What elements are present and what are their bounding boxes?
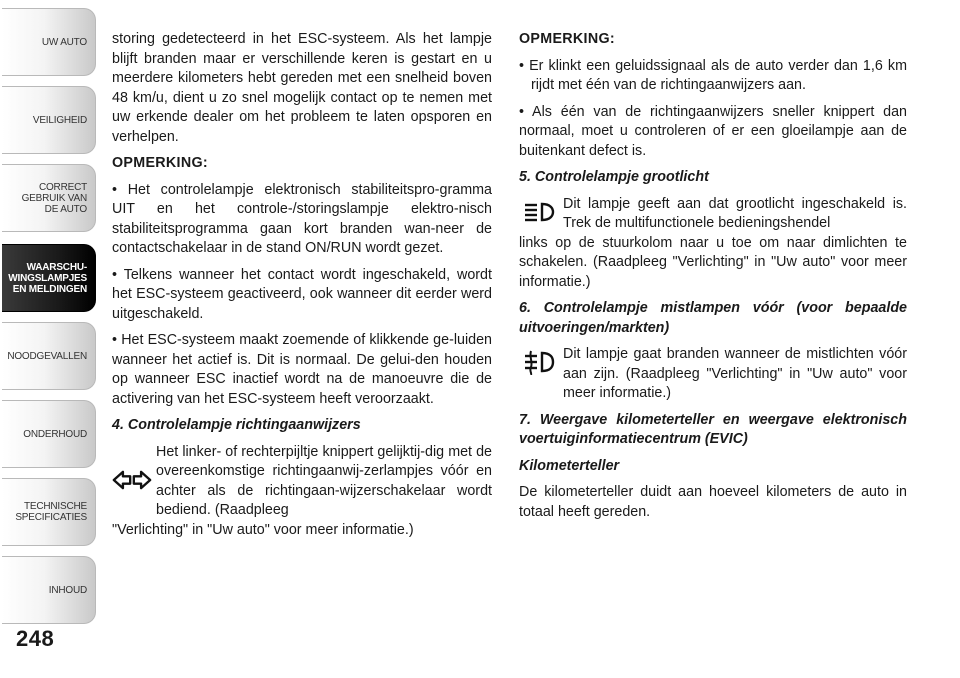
note-heading: OPMERKING: xyxy=(519,31,615,47)
tab-inhoud[interactable] xyxy=(2,556,96,624)
note-bullet: • Het ESC-systeem maakt zoemende of klikkende ge-luiden wanneer het actief is. Dit is normaal. De gelui-den houden op wanneer ESC inactief wordt na de manoeuvre die de activering van het ESC-systeem heeft veroorzaakt. xyxy=(112,332,492,407)
section-text: "Verlichting" in "Uw auto" voor meer informatie.) xyxy=(112,521,414,538)
note-bullet: • Het controlelampje elektronisch stabiliteitspro-gramma UIT en het controle-/storingslampje elektro-nisch stabiliteitsprogramma gaan kort branden wan-neer de contactschakelaar in de stand ON/RUN wordt gezet. xyxy=(112,181,492,256)
tab-label: NOODGEVALLEN xyxy=(7,350,87,362)
page-number: 248 xyxy=(16,626,55,651)
note-bullet: • Als één van de richtingaanwijzers sneller knippert dan normaal, moet u controleren of er een gloeilampje aan de buitenkant defect is. xyxy=(519,103,907,159)
note-heading: OPMERKING: xyxy=(112,155,208,171)
tab-label: TECHNISCHE SPECIFICATIES xyxy=(15,501,87,523)
front-fog-section xyxy=(519,345,907,404)
tab-correct-gebruik[interactable] xyxy=(2,164,96,232)
tab-label: WAARSCHU- WINGSLAMPJES EN MELDINGEN xyxy=(8,261,87,295)
tab-technische-specificaties[interactable] xyxy=(2,478,96,546)
section-text: Dit lampje gaat branden wanneer de mistlichten vóór aan zijn. (Raadpleeg "Verlichting" in "Uw auto" voor meer informatie.) xyxy=(563,346,907,401)
intro-paragraph: storing gedetecteerd in het ESC-systeem. Als het lampje blijft branden maar er verschillende keren is gestart en u meerdere kilometers hebt gereden met een snelheid boven 48 km/u, dient u zo snel mogelijk contact op te nemen met uw erkende dealer om het probleem te laten opsporen en verhelpen. xyxy=(112,31,492,145)
tab-noodgevallen[interactable] xyxy=(2,322,96,390)
section-title: 7. Weergave kilometerteller en weergave elektronisch voertuiginformatiecentrum (EVIC) xyxy=(519,411,907,447)
note-bullet: • Telkens wanneer het contact wordt ingeschakeld, wordt het ESC-systeem geactiveerd, ook wanneer dit eerder werd uitgeschakeld. xyxy=(112,266,492,322)
tab-label: ONDERHOUD xyxy=(23,428,87,440)
tab-label: VEILIGHEID xyxy=(32,114,87,126)
right-column xyxy=(519,30,907,529)
section-text: Dit lampje geeft aan dat grootlicht ingeschakeld is. Trek de multifunctionele bedieningshendel xyxy=(563,195,907,231)
left-column xyxy=(112,30,492,547)
tab-uw-auto[interactable] xyxy=(2,8,96,76)
sub-title: Kilometerteller xyxy=(519,457,620,474)
chapter-tabs xyxy=(0,0,97,640)
front-fog-lamp-icon xyxy=(519,345,559,379)
turn-signal-arrows-icon xyxy=(112,463,152,497)
tab-label: CORRECT GEBRUIK VAN DE AUTO xyxy=(21,181,87,215)
section-text: De kilometerteller duidt aan hoeveel kilometers de auto in totaal heeft gereden. xyxy=(519,484,907,520)
tab-label: INHOUD xyxy=(48,584,87,596)
tab-veiligheid[interactable] xyxy=(2,86,96,154)
section-title: 6. Controlelampje mistlampen vóór (voor bepaalde uitvoeringen/markten) xyxy=(519,300,907,336)
high-beam-section xyxy=(519,195,907,293)
turn-signal-section xyxy=(112,443,492,541)
high-beam-icon xyxy=(519,195,559,229)
section-text: links op de stuurkolom naar u toe om naar dimlichten te schakelen. (Raadpleeg "Verlichting" in "Uw auto" voor meer informatie.) xyxy=(519,234,907,290)
section-title: 5. Controlelampje grootlicht xyxy=(519,169,709,185)
tab-label: UW AUTO xyxy=(41,36,87,48)
section-title: 4. Controlelampje richtingaanwijzers xyxy=(112,417,361,433)
note-bullet: • Er klinkt een geluidssignaal als de auto verder dan 1,6 km rijdt met één van de richtingaanwijzers aan. xyxy=(519,57,907,93)
section-text: Het linker- of rechterpijltje knippert gelijktij-dig met de overeenkomstige richtingaanwij-zerlampjes vóór en achter als de richtingaan-wijzerschakelaar wordt bediend. (Raadpleeg xyxy=(156,443,492,518)
tab-onderhoud[interactable] xyxy=(2,400,96,468)
tab-waarschuwingslampjes[interactable] xyxy=(2,244,96,312)
